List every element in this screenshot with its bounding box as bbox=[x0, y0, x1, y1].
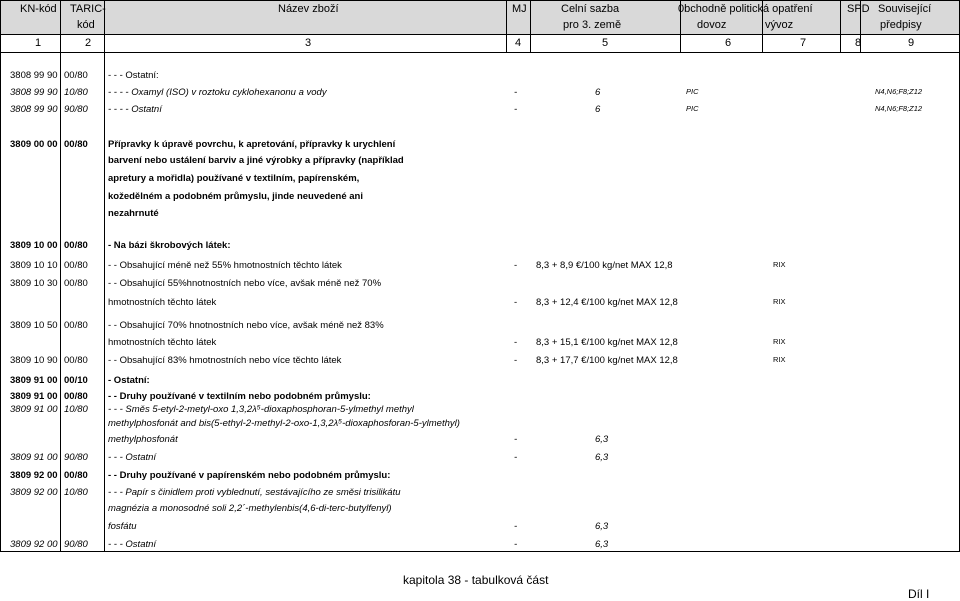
column-divider bbox=[0, 0, 1, 551]
row-taric-code: 90/80 bbox=[64, 539, 88, 550]
row-taric-code: 00/80 bbox=[64, 260, 88, 271]
row-description: - Ostatní: bbox=[108, 375, 150, 386]
row-unit: - bbox=[514, 355, 518, 366]
col-number-5: 5 bbox=[602, 37, 609, 49]
row-taric-code: 00/80 bbox=[64, 355, 88, 366]
row-customs-duty: 6 bbox=[595, 104, 601, 115]
col-number-3: 3 bbox=[305, 37, 312, 49]
column-divider bbox=[60, 0, 61, 551]
row-unit: - bbox=[514, 521, 518, 532]
row-description: methylphosfonát and bis(5-ethyl-2-methyl-2-oxo-1,3,2λ⁵-dioxaphosforan-5-ylmethyl) bbox=[108, 418, 460, 429]
row-description: - - - - Ostatní bbox=[108, 104, 162, 115]
row-taric-code: 90/80 bbox=[64, 104, 88, 115]
row-kn-code: 3809 00 00 bbox=[10, 139, 58, 150]
row-description: apretury a mořidla) používané v textilním, papírenském, bbox=[108, 173, 360, 184]
row-unit: - bbox=[514, 260, 518, 271]
row-customs-duty: 8,3 + 15,1 €/100 kg/net MAX 12,8 bbox=[536, 337, 678, 348]
row-description: - - - Směs 5-etyl-2-metyl-oxo 1,3,2λ⁵-dioxaphosphoran-5-ylmethyl methyl bbox=[108, 404, 414, 415]
header-import: dovoz bbox=[697, 19, 727, 31]
row-description: hmotnostních těchto látek bbox=[108, 337, 217, 348]
table-header bbox=[0, 0, 960, 34]
row-taric-code: 10/80 bbox=[64, 404, 88, 415]
row-description: - - Obsahující méně než 55% hmotnostních těchto látek bbox=[108, 260, 342, 271]
row-description: methylphosfonát bbox=[108, 434, 178, 445]
row-unit: - bbox=[514, 87, 518, 98]
row-kn-code: 3808 99 90 bbox=[10, 104, 58, 115]
row-description: - - - - Oxamyl (ISO) v roztoku cyklohexanonu a vody bbox=[108, 87, 327, 98]
row-unit: - bbox=[514, 337, 518, 348]
row-import-measure: PIC bbox=[686, 87, 699, 96]
number-row-divider bbox=[0, 52, 960, 53]
col-number-2: 2 bbox=[85, 37, 92, 49]
row-description: - - - Ostatní bbox=[108, 452, 157, 463]
row-description: fosfátu bbox=[108, 521, 137, 532]
row-description: - - Obsahující 55%hnotnostních nebo více, avšak méně než 70% bbox=[108, 278, 382, 289]
row-kn-code: 3809 10 30 bbox=[10, 278, 58, 289]
row-taric-code: 00/80 bbox=[64, 240, 88, 251]
row-description: - - Obsahující 83% hmotnostních nebo více těchto látek bbox=[108, 355, 342, 366]
row-export-measure: N4,N6;F8;Z12 bbox=[875, 87, 923, 96]
col-number-4: 4 bbox=[515, 37, 522, 49]
row-description: - - Obsahující 70% hnotnostních nebo více, avšak méně než 83% bbox=[108, 320, 384, 331]
table-bottom-border bbox=[0, 551, 960, 552]
row-taric-code: 00/80 bbox=[64, 139, 88, 150]
header-customs-duty: Celní sazba bbox=[561, 3, 620, 15]
row-customs-duty: 8,3 + 12,4 €/100 kg/net MAX 12,8 bbox=[536, 297, 678, 308]
row-customs-duty: 6 bbox=[595, 87, 601, 98]
row-import-measure: RIX bbox=[773, 260, 786, 269]
row-description: magnézia a monosodné soli 2,2´-methylenbis(4,6-di-terc-butylfenyl) bbox=[108, 503, 392, 514]
footer-part: Díl I bbox=[908, 587, 930, 601]
row-description: Přípravky k úpravě povrchu, k apretování, přípravky k urychlení bbox=[108, 139, 396, 150]
row-unit: - bbox=[514, 539, 518, 550]
header-unit: MJ bbox=[512, 3, 527, 15]
row-unit: - bbox=[514, 452, 518, 463]
row-taric-code: 10/80 bbox=[64, 87, 88, 98]
row-description: - Na bázi škrobových látek: bbox=[108, 240, 231, 251]
row-kn-code: 3809 10 90 bbox=[10, 355, 58, 366]
row-import-measure: RIX bbox=[773, 337, 786, 346]
row-description: barvení nebo ustálení barviv a jiné výrobky a přípravky (například bbox=[108, 155, 404, 166]
col-number-1: 1 bbox=[35, 37, 42, 49]
row-kn-code: 3808 99 90 bbox=[10, 87, 58, 98]
row-customs-duty: 6,3 bbox=[595, 521, 609, 532]
row-description: - - Druhy používané v papírenském nebo podobném průmyslu: bbox=[108, 470, 391, 481]
row-description: kožedělném a podobném průmyslu, jinde neuvedené ani bbox=[108, 191, 363, 202]
row-import-measure: RIX bbox=[773, 355, 786, 364]
row-kn-code: 3809 92 00 bbox=[10, 487, 58, 498]
row-kn-code: 3809 10 00 bbox=[10, 240, 58, 251]
row-import-measure: RIX bbox=[773, 297, 786, 306]
row-kn-code: 3809 10 10 bbox=[10, 260, 58, 271]
row-description: - - - Papír s činidlem proti vyblednutí, sestávajícího ze směsi trisilikátu bbox=[108, 487, 401, 498]
column-divider bbox=[530, 0, 531, 52]
header-taric: TARIC- bbox=[70, 3, 106, 15]
header-kn-code: KN-kód bbox=[20, 3, 57, 15]
row-description: - - - Ostatní bbox=[108, 539, 157, 550]
row-customs-duty: 6,3 bbox=[595, 539, 609, 550]
row-taric-code: 00/80 bbox=[64, 391, 88, 402]
col-number-7: 7 bbox=[800, 37, 807, 49]
footer-chapter: kapitola 38 - tabulková část bbox=[403, 573, 549, 587]
row-customs-duty: 6,3 bbox=[595, 452, 609, 463]
row-unit: - bbox=[514, 104, 518, 115]
row-customs-duty: 8,3 + 8,9 €/100 kg/net MAX 12,8 bbox=[536, 260, 673, 271]
header-divider bbox=[0, 34, 960, 35]
row-taric-code: 00/10 bbox=[64, 375, 88, 386]
column-divider bbox=[104, 0, 105, 551]
header-export: vývoz bbox=[765, 19, 794, 31]
row-customs-duty: 8,3 + 17,7 €/100 kg/net MAX 12,8 bbox=[536, 355, 678, 366]
row-taric-code: 10/80 bbox=[64, 487, 88, 498]
row-description: - - - Ostatní: bbox=[108, 70, 159, 81]
row-kn-code: 3808 99 90 bbox=[10, 70, 58, 81]
row-kn-code: 3809 91 00 bbox=[10, 452, 58, 463]
header-third-country: pro 3. země bbox=[563, 19, 622, 31]
header-related: Související bbox=[878, 3, 932, 15]
row-description: - - Druhy používané v textilním nebo podobném průmyslu: bbox=[108, 391, 371, 402]
row-import-measure: PIC bbox=[686, 104, 699, 113]
row-description: hmotnostních těchto látek bbox=[108, 297, 217, 308]
row-taric-code: 00/80 bbox=[64, 470, 88, 481]
header-trade-measures: 0bchodně politická opatření bbox=[678, 3, 813, 15]
row-taric-code: 00/80 bbox=[64, 70, 88, 81]
header-goods-name: Název zboží bbox=[278, 3, 339, 15]
row-customs-duty: 6,3 bbox=[595, 434, 609, 445]
row-kn-code: 3809 10 50 bbox=[10, 320, 58, 331]
header-top-border bbox=[0, 0, 960, 1]
header-regulations: předpisy bbox=[880, 19, 922, 31]
row-taric-code: 90/80 bbox=[64, 452, 88, 463]
row-description: nezahrnuté bbox=[108, 208, 159, 219]
row-unit: - bbox=[514, 297, 518, 308]
col-number-6: 6 bbox=[725, 37, 732, 49]
header-spd: SPD bbox=[847, 3, 870, 15]
col-number-9: 9 bbox=[908, 37, 915, 49]
column-divider bbox=[840, 0, 841, 52]
row-unit: - bbox=[514, 434, 518, 445]
row-kn-code: 3809 92 00 bbox=[10, 539, 58, 550]
row-taric-code: 00/80 bbox=[64, 320, 88, 331]
row-kn-code: 3809 91 00 bbox=[10, 404, 58, 415]
row-export-measure: N4,N6;F8;Z12 bbox=[875, 104, 923, 113]
row-kn-code: 3809 91 00 bbox=[10, 391, 58, 402]
row-taric-code: 00/80 bbox=[64, 278, 88, 289]
row-kn-code: 3809 92 00 bbox=[10, 470, 58, 481]
column-divider bbox=[506, 0, 507, 52]
header-kod: kód bbox=[77, 19, 95, 31]
col-number-8: 8 bbox=[855, 37, 862, 49]
row-kn-code: 3809 91 00 bbox=[10, 375, 58, 386]
